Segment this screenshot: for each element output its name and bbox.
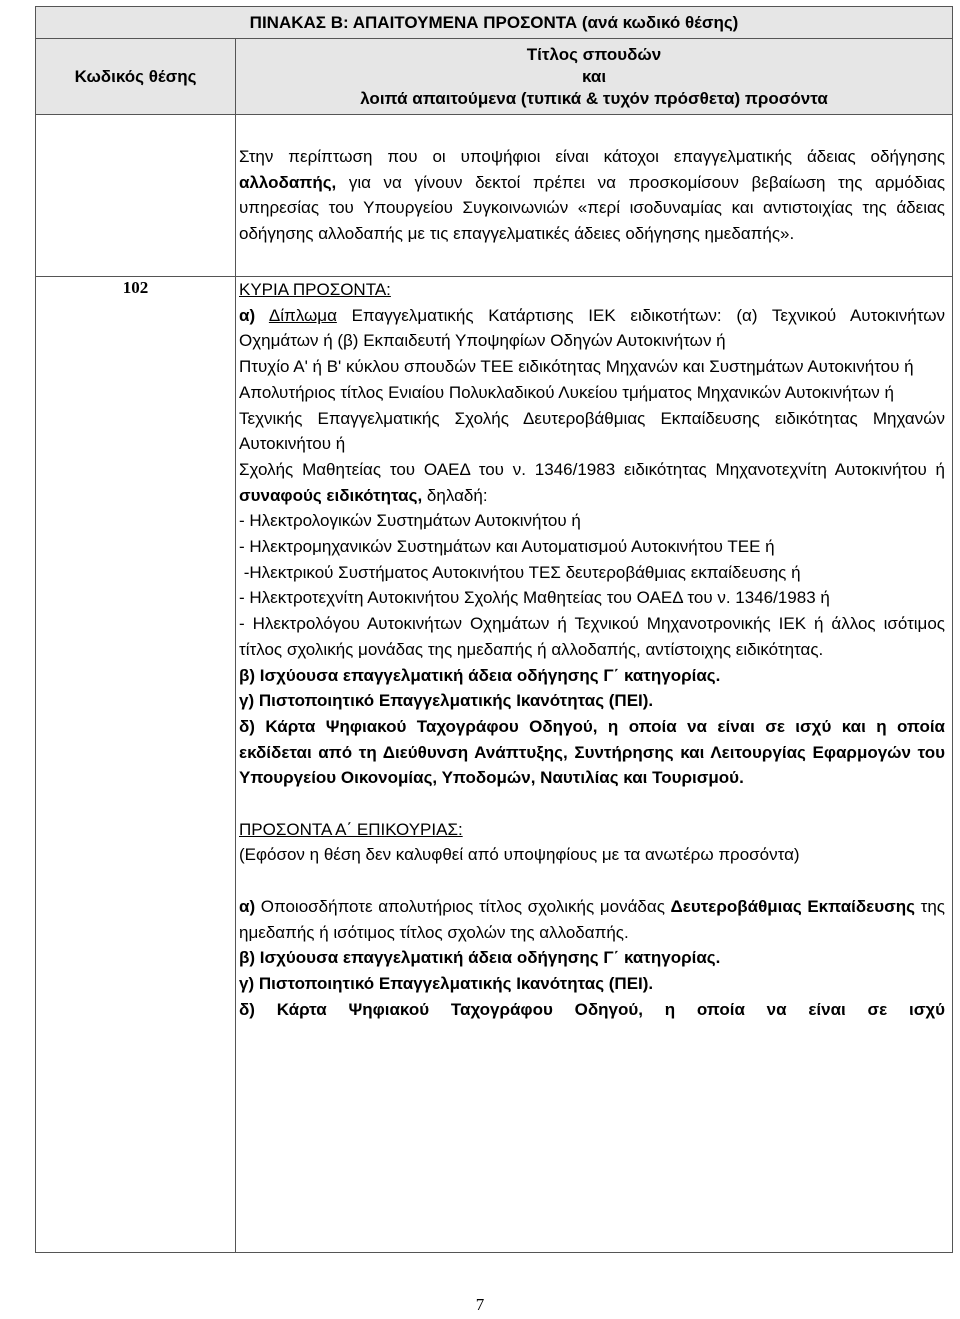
related-specialty-5: - Ηλεκτρολόγου Αυτοκινήτων Οχημάτων ή Τεχνικού Μηχανοτρονικής ΙΕΚ ή άλλος ισότιμος τίτλος σχολικής μονάδας της ημεδαπής ή αλλοδαπής, αντίστοιχης ειδικότητας. bbox=[239, 614, 946, 659]
aux-qual-c-certificate: γ) Πιστοποιητικό Επαγγελματικής Ικανότητας (ΠΕΙ). bbox=[239, 973, 654, 993]
auxiliary-qualifications-heading: ΠΡΟΣΟΝΤΑ Α΄ ΕΠΙΚΟΥΡΙΑΣ: bbox=[239, 819, 463, 839]
related-specialty-3: -Ηλεκτρικού Συστήματος Αυτοκινήτου ΤΕΣ δευτεροβάθμιας εκπαίδευσης ή bbox=[239, 562, 801, 582]
header-qualifications-line3: λοιπά απαιτούμενα (τυπικά & τυχόν πρόσθετα) προσόντα bbox=[360, 88, 828, 108]
foreign-word: αλλοδαπής, bbox=[239, 172, 337, 192]
aux-qual-b-license: β) Ισχύουσα επαγγελματική άδεια οδήγησης Γ΄ κατηγορίας. bbox=[239, 948, 721, 968]
header-qualifications bbox=[236, 39, 953, 115]
spacer bbox=[239, 868, 945, 894]
aux-qual-a: α) Οποιοσδήποτε απολυτήριος τίτλος σχολικής μονάδας Δευτεροβάθμιας Εκπαίδευσης της ημεδαπής ή ισότιμος τίτλος σχολών της αλλοδαπής. bbox=[239, 896, 945, 942]
page-number: 7 bbox=[475, 1295, 485, 1314]
foreign-license-note: Στην περίπτωση που οι υποψήφιοι είναι κάτοχοι επαγγελματικής άδειας οδήγησης αλλοδαπής, για να γίνουν δεκτοί πρέπει να προσκομίσουν βεβαίωση της αρμόδιας υπηρεσίας του Υπουργείου Συγκοινωνιών «περί ισοδυναμίας και αντιστοιχίας της άδειας οδήγησης αλλοδαπής με τις επαγγελματικές άδειες οδήγησης ημεδαπής». bbox=[239, 147, 946, 244]
header-position-code: Κωδικός θέσης bbox=[36, 39, 236, 115]
qual-a-option3: Απολυτήριος τίτλος Ενιαίου Πολυκλαδικού Λυκείου τμήματος Μηχανικών Αυτοκινήτων ή bbox=[239, 382, 894, 402]
aux-qual-d-tachograph-card: δ) Κάρτα Ψηφιακού Ταχογράφου Οδηγού, η οποία να είναι σε ισχύ bbox=[239, 999, 946, 1019]
position-code: 102 bbox=[122, 278, 149, 297]
header-qualifications-line1: Τίτλος σπουδών bbox=[526, 44, 662, 64]
row1-content bbox=[236, 115, 953, 277]
requirements-table bbox=[35, 6, 953, 1253]
qual-a-option5: Σχολής Μαθητείας του ΟΑΕΔ του ν. 1346/1983 ειδικότητας Μηχανοτεχνίτη Αυτοκινήτου ή συναφούς ειδικότητας, δηλαδή: bbox=[239, 459, 946, 505]
row2-code-cell bbox=[36, 277, 236, 1253]
table-title: ΠΙΝΑΚΑΣ Β: ΑΠΑΙΤΟΥΜΕΝΑ ΠΡΟΣΟΝΤΑ (ανά κωδικό θέσης) bbox=[36, 7, 953, 39]
related-specialty-4: - Ηλεκτροτεχνίτη Αυτοκινήτου Σχολής Μαθητείας του ΟΑΕΔ του ν. 1346/1983 ή bbox=[239, 588, 830, 608]
related-specialty-2: - Ηλεκτρομηχανικών Συστημάτων και Αυτοματισμού Αυτοκινήτου ΤΕΕ ή bbox=[239, 537, 775, 557]
main-qualifications-heading: ΚΥΡΙΑ ΠΡΟΣΟΝΤΑ: bbox=[239, 280, 391, 299]
header-qualifications-line2: και bbox=[581, 66, 607, 86]
row1-code-cell bbox=[36, 115, 236, 277]
qual-a: α) Δίπλωμα Επαγγελματικής Κατάρτισης ΙΕΚ ειδικοτήτων: (α) Τεχνικού Αυτοκινήτων Οχημάτων ή (β) Εκπαιδευτή Υποψηφίων Οδηγών Αυτοκινήτων ή bbox=[239, 305, 945, 351]
qual-a-option2: Πτυχίο Α' ή Β' κύκλου σπουδών ΤΕΕ ειδικότητας Μηχανών και Συστημάτων Αυτοκινήτου ή bbox=[239, 357, 914, 377]
row2-content bbox=[236, 277, 953, 1253]
spacer bbox=[239, 791, 945, 817]
auxiliary-note: (Εφόσον η θέση δεν καλυφθεί από υποψηφίους με τα ανωτέρω προσόντα) bbox=[239, 845, 800, 865]
related-specialty-1: - Ηλεκτρολογικών Συστημάτων Αυτοκινήτου ή bbox=[239, 511, 581, 531]
qual-c-certificate: γ) Πιστοποιητικό Επαγγελματικής Ικανότητας (ΠΕΙ). bbox=[239, 691, 654, 711]
qual-b-license: β) Ισχύουσα επαγγελματική άδεια οδήγησης Γ΄ κατηγορίας. bbox=[239, 665, 721, 685]
qual-d-tachograph-card: δ) Κάρτα Ψηφιακού Ταχογράφου Οδηγού, η οποία να είναι σε ισχύ και η οποία εκδίδεται από τη Διεύθυνση Ανάπτυξης, Συντήρησης και Λειτουργίας Εφαρμογών του Υπουργείου Οικονομίας, Υποδομών, Ναυτιλίας και Τουρισμού. bbox=[239, 716, 946, 788]
qual-a-option4: Τεχνικής Επαγγελματικής Σχολής Δευτεροβάθμιας Εκπαίδευσης ειδικότητας Μηχανών Αυτοκινήτου ή bbox=[239, 408, 946, 454]
